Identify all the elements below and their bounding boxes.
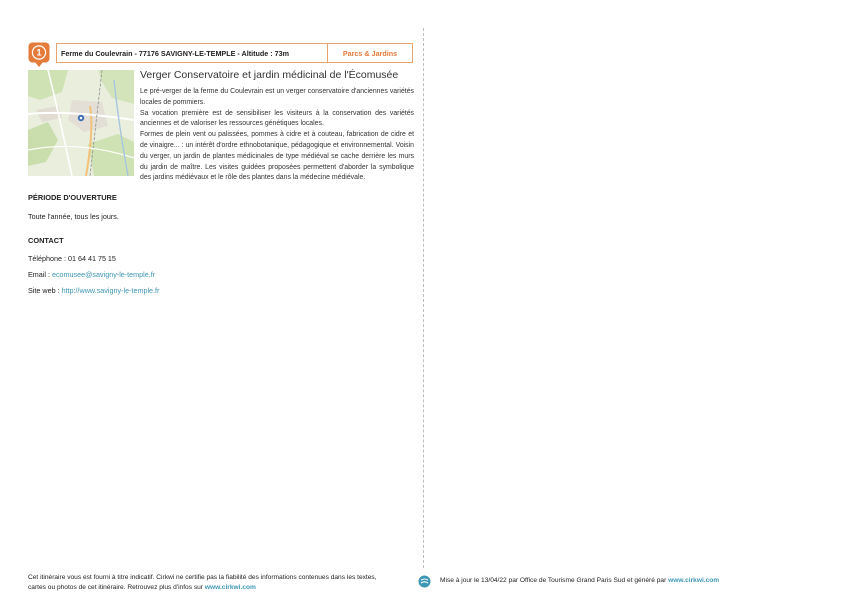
- footer-update: [440, 577, 719, 584]
- contact-website: [28, 286, 159, 295]
- description-paragraph: Le pré-verger de la ferme du Coulevrain est un verger conservatoire d'anciennes variétés locales de pommiers.: [140, 88, 414, 106]
- website-label: Site web :: [28, 286, 62, 295]
- footer-disclaimer: [28, 573, 378, 593]
- update-link[interactable]: www.cirkwi.com: [668, 577, 720, 584]
- poi-number-marker-icon: [28, 42, 50, 68]
- contact-phone: [28, 254, 116, 263]
- column-divider: [423, 28, 424, 568]
- poi-header-title: Ferme du Coulevrain - 77176 SAVIGNY-LE-TEMPLE - Altitude : 73m: [61, 48, 290, 58]
- poi-description: [140, 87, 414, 184]
- disclaimer-link[interactable]: www.cirkwi.com: [204, 584, 256, 591]
- website-link[interactable]: http://www.savigny-le-temple.fr: [61, 286, 160, 295]
- disclaimer-text: Cet itinéraire vous est fourni à titre indicatif. Cirkwi ne certifie pas la fiabilité des informations contenues dans les textes, cartes ou photos de cet itinéraire. Retrouvez plus d'infos sur: [28, 574, 377, 591]
- poi-map-thumbnail[interactable]: [28, 70, 134, 176]
- contact-email: [28, 270, 155, 279]
- map-location-pin-icon: [78, 115, 84, 121]
- phone-label: Téléphone :: [28, 254, 68, 263]
- poi-number: 1: [36, 47, 42, 58]
- poi-title: Verger Conservatoire et jardin médicinal de l'Écomusée: [140, 69, 399, 81]
- update-text: Mise à jour le 13/04/22 par Office de Tourisme Grand Paris Sud et généré par: [440, 577, 669, 584]
- phone-value: 01 64 41 75 15: [67, 254, 116, 263]
- description-paragraph: Sa vocation première est de sensibiliser les visiteurs à la conservation des variétés anciennes et de valoriser les ressources génétiques locales.: [140, 109, 414, 128]
- email-link[interactable]: ecomusee@savigny-le-temple.fr: [51, 270, 156, 279]
- poi-category: Parcs & Jardins: [327, 44, 412, 62]
- email-label: Email :: [28, 270, 52, 279]
- description-paragraph: Formes de plein vent ou palissées, pommes à cidre et à couteau, fabrication de cidre et de vinaigre... : un intérêt d'ordre ethnobotanique, pédagogique et environnemental. Voisin du verger, un jardin de plantes médicinales de type médiéval se cache derrière les murs du jardin de maître. Les visites guidées proposées permettent d'aborder la symbolique des jardins médiévaux et le rôle des plantes dans la médecine médiévale.: [140, 131, 414, 182]
- opening-text: Toute l'année, tous les jours.: [28, 212, 119, 221]
- cirkwi-logo-icon: [418, 575, 431, 588]
- opening-title: PÉRIODE D'OUVERTURE: [28, 193, 117, 202]
- contact-title: CONTACT: [28, 236, 64, 245]
- poi-header: [56, 43, 413, 63]
